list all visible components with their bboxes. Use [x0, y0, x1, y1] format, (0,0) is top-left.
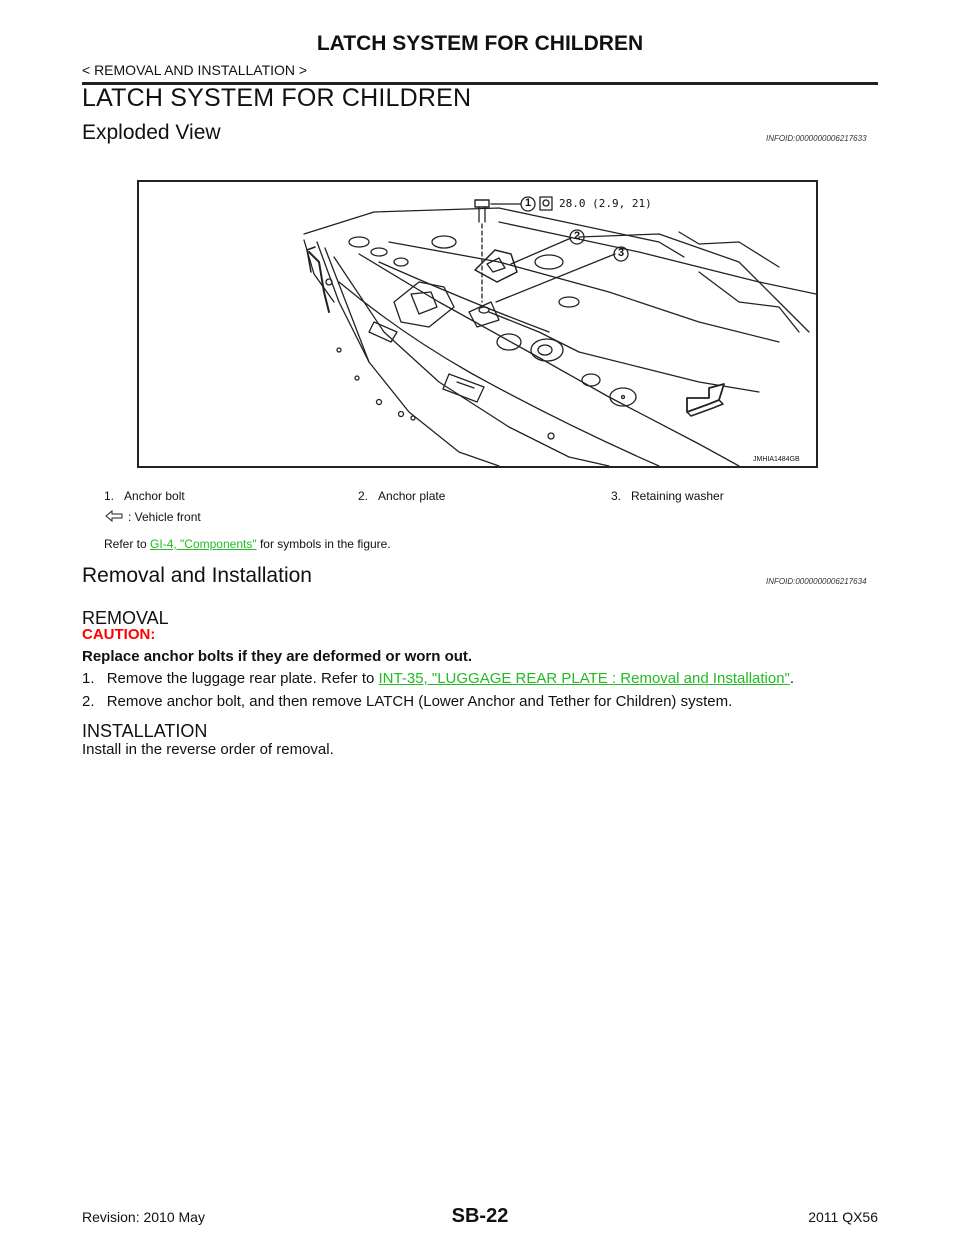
refer-suffix: for symbols in the figure. [256, 537, 391, 551]
breadcrumb: < REMOVAL AND INSTALLATION > [82, 62, 308, 78]
removal-installation-heading: Removal and Installation [82, 564, 312, 587]
page-header-title: LATCH SYSTEM FOR CHILDREN [316, 32, 644, 55]
refer-note [104, 537, 391, 551]
step-1-prefix: Remove the luggage rear plate. Refer to [106, 670, 379, 687]
step-2-number: 2. [82, 693, 95, 710]
callout-3: 3 [617, 247, 625, 259]
footer-model: 2011 QX56 [808, 1209, 878, 1225]
callout-2: 2 [573, 230, 581, 242]
step-1-number: 1. [82, 670, 95, 687]
legend-item-anchor-plate: 2. Anchor plate [358, 489, 446, 503]
step-1 [82, 670, 794, 687]
footer-revision: Revision: 2010 May [82, 1209, 205, 1225]
legend-vehicle-front: : Vehicle front [128, 510, 201, 524]
legend-item-retaining-washer: 3. Retaining washer [611, 489, 724, 503]
section-title: LATCH SYSTEM FOR CHILDREN [82, 84, 472, 112]
exploded-view-infoid: INFOID:0000000006217633 [766, 134, 867, 143]
vehicle-front-arrow-icon [104, 510, 124, 522]
callout-1: 1 [524, 197, 532, 209]
installation-text: Install in the reverse order of removal. [82, 741, 334, 758]
removal-heading: REMOVAL [82, 608, 169, 628]
step-2-text: Remove anchor bolt, and then remove LATCH (Lower Anchor and Tether for Children) system. [106, 693, 733, 710]
exploded-view-figure [137, 180, 818, 468]
exploded-view-drawing [139, 182, 816, 466]
removal-installation-infoid: INFOID:0000000006217634 [766, 577, 867, 586]
legend-item-anchor-bolt: 1. Anchor bolt [104, 489, 185, 503]
int-35-link[interactable]: INT-35, "LUGGAGE REAR PLATE : Removal and Installation" [378, 670, 790, 687]
caution-text: Replace anchor bolts if they are deformed or worn out. [82, 648, 473, 665]
refer-prefix: Refer to [104, 537, 151, 551]
installation-heading: INSTALLATION [82, 721, 208, 741]
step-1-suffix: . [789, 670, 795, 687]
torque-value: 28.0 (2.9, 21) [559, 197, 652, 210]
caution-label: CAUTION: [82, 626, 156, 643]
step-2 [82, 693, 732, 710]
footer-page-number: SB-22 [451, 1205, 509, 1227]
gi-4-components-link[interactable]: GI-4, "Components" [150, 537, 257, 551]
image-code: JMHIA1484GB [753, 456, 800, 463]
exploded-view-heading: Exploded View [82, 121, 221, 144]
